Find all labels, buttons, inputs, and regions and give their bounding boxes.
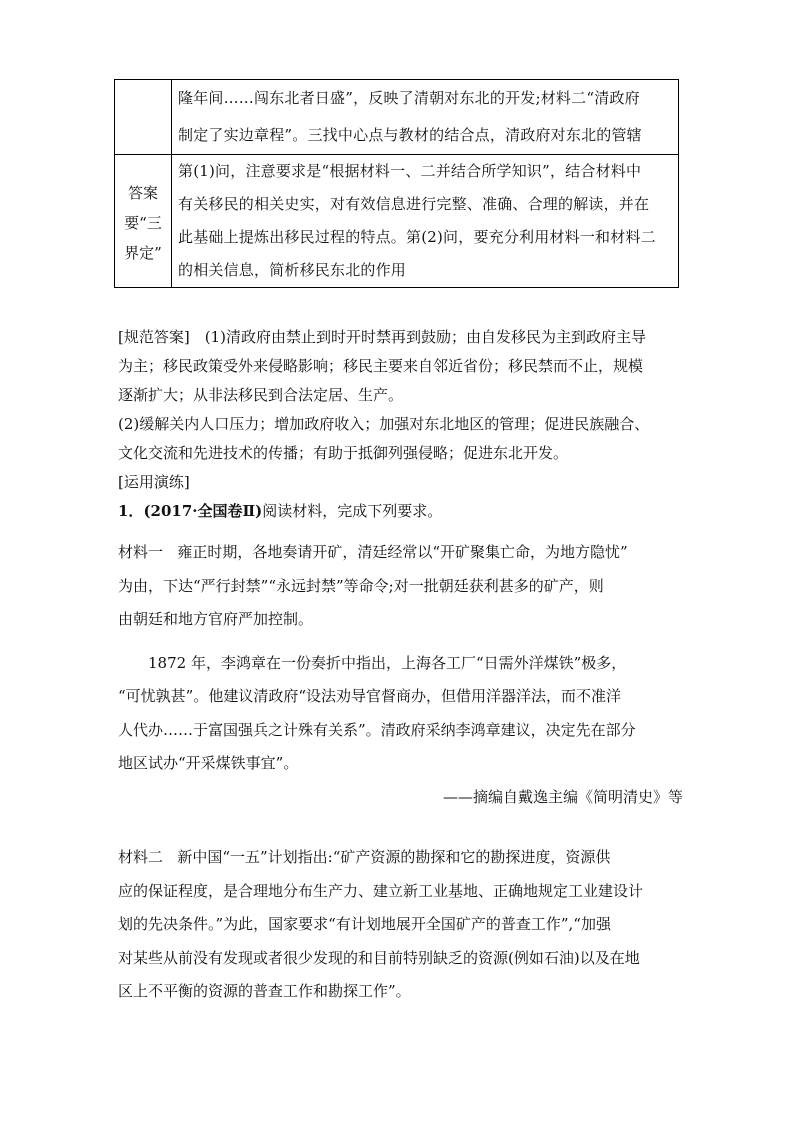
analysis-row-2-content: [172, 155, 679, 288]
question-line: [118, 497, 683, 526]
label-line: 界定”: [124, 244, 162, 262]
material-2: [118, 841, 683, 1009]
material-1-source: ——摘编自戴逸主编《简明清史》等: [442, 787, 683, 806]
analysis-row-1-label: [115, 80, 172, 155]
material-line: 应的保证程度，是合理地分布生产力、建立新工业基地、正确地规定工业建设计: [118, 881, 644, 900]
question-number: 1．: [118, 502, 144, 520]
material-line: 由朝廷和地方官府严加控制。: [118, 610, 314, 628]
text-line: 有关移民的相关史实，对有效信息进行完整、准确、合理的解读，并在: [178, 195, 650, 213]
practice-heading: [运用演练]: [118, 473, 190, 491]
text-line: 此基础上提炼出移民过程的特点。第(2)问，要充分利用材料一和材料二: [178, 228, 656, 246]
label-line: 答案: [127, 184, 158, 202]
model-answer: [118, 323, 683, 526]
answer-line: 逐渐扩大；从非法移民到合法定居、生产。: [118, 386, 404, 404]
material-text: 雍正时期，各地奏请开矿，清廷经常以“开矿聚集亡命，为地方隐忧”: [177, 543, 628, 561]
answer-line: (2)缓解关内人口压力；增加政府收入；加强对东北地区的管理；促进民族融合、: [118, 415, 650, 433]
material-1-label: 材料一: [118, 543, 164, 561]
material-line: 为由，下达“严行封禁”“永远封禁”等命令;对一批朝廷获利甚多的矿产，则: [118, 576, 604, 595]
material-line: 地区试办“开采煤铁事宜”。: [118, 754, 299, 772]
answer-line: 为主；移民政策受外来侵略影响；移民主要来自邻近省份；移民禁而不止，规模: [118, 357, 644, 375]
analysis-row-2: [115, 155, 679, 288]
material-text: 新中国“一五”计划指出:“矿产资源的勘探和它的勘探进度，资源供: [177, 848, 611, 866]
analysis-row-1-content: [172, 80, 679, 155]
material-1: [118, 536, 683, 814]
question-source: (2017·全国卷Ⅱ): [143, 502, 263, 520]
material-line: 对某些从前没有发现或者很少发现的和目前特别缺乏的资源(例如石油)以及在地: [118, 948, 640, 967]
text-line: 第(1)问，注意要求是“根据材料一、二并结合所学知识”，结合材料中: [178, 162, 642, 180]
material-line: 1872 年，李鸿章在一份奏折中指出，上海各工厂“日需外洋煤铁”极多，: [148, 653, 627, 672]
material-line: “可忧孰甚”。他建议清政府“设法劝导官督商办，但借用洋器洋法，而不准洋: [118, 687, 622, 705]
analysis-table: [114, 79, 679, 288]
material-line: 人代办……于富国强兵之计殊有关系”。清政府采纳李鸿章建议，决定先在部分: [118, 720, 636, 739]
material-2-label: 材料二: [118, 848, 164, 866]
text-line: 制定了实边章程”。三找中心点与教材的结合点，清政府对东北的管辖: [178, 126, 642, 144]
label-line: 要“三: [124, 214, 162, 232]
material-line: [118, 841, 683, 875]
question-text: 阅读材料，完成下列要求。: [262, 502, 443, 520]
spacer: [118, 637, 683, 647]
answer-line: 文化交流和先进技术的传播；有助于抵御列强侵略；促进东北开发。: [118, 444, 569, 462]
text-line: 的相关信息，简析移民东北的作用: [178, 261, 407, 279]
material-line: [118, 536, 683, 570]
answer-line: [规范答案] (1)清政府由禁止到时开时禁再到鼓励；由自发移民为主到政府主导: [118, 328, 646, 346]
analysis-row-2-label: [115, 155, 172, 288]
text-line: 隆年间……闯东北者日盛”，反映了清朝对东北的开发;材料二“清政府: [178, 89, 640, 107]
material-line: 划的先决条件。”为此，国家要求“有计划地展开全国矿产的普查工作”,“加强: [118, 915, 611, 933]
material-line: 区上不平衡的资源的普查工作和勘探工作”。: [118, 982, 411, 1000]
analysis-row-1: [115, 80, 679, 155]
